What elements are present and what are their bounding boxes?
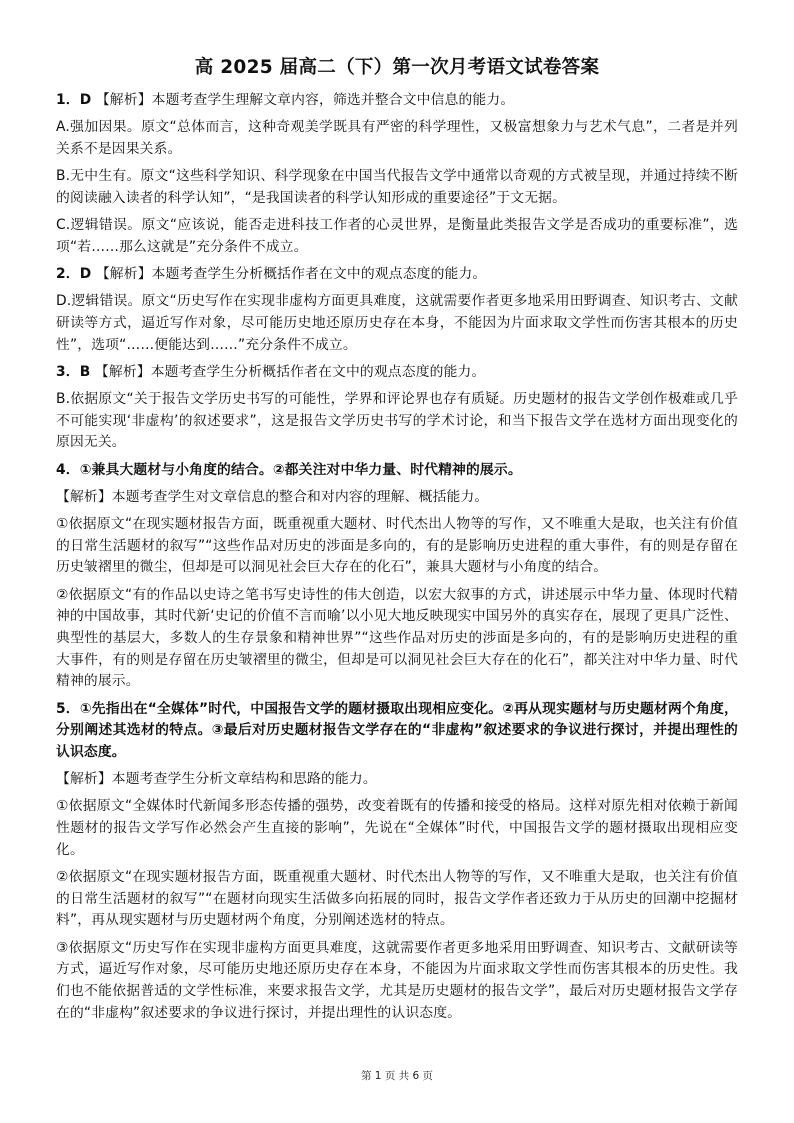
answer-1-header	[56, 90, 738, 112]
answer-5-analysis: 【解析】本题考查学生分析文章结构和思路的能力。	[56, 771, 377, 788]
answer-sheet-page	[56, 56, 738, 1030]
paragraph-text: 【解析】本题考查学生分析概括作者在文中的观点态度的能力。	[95, 265, 487, 282]
question-number: 3．B	[56, 363, 91, 380]
answer-3-option-b: B.依据原文“关于报告文学历史书写的可能性，学界和评论界也存有质疑。历史题材的报告文学创作极难或几乎不可能实现‘非虚构’的叙述要求”，这是报告文学历史书写的学术讨论，和当下报告文学在选材方面出现变化的原因无关。	[56, 390, 738, 451]
answer-2-option-d: D.逻辑错误。原文“历史写作在实现非虚构方面更具难度，这就需要作者更多地采用田野调查、知识考古、文献研读等方式，逼近写作对象，尽可能历史地还原历史存在本身，不能因为片面求取文学性而伤害其根本的历史性”，选项“……便能达到……”充分条件不成立。	[56, 293, 738, 353]
answer-3-header	[56, 362, 738, 384]
paragraph-text: ①兼具大题材与小角度的结合。②都关注对中华力量、时代精神的展示。	[79, 461, 522, 478]
answer-5-point-1: ①依据原文“全媒体时代新闻多形态传播的强势，改变着既有的传播和接受的格局。这样对原先相对依赖于新闻性题材的报告文学写作必然会产生直接的影响”，先说在“全媒体”时代，中国报告文学的题材摄取出现相应变化。	[56, 798, 738, 858]
question-number: 2．D	[56, 265, 92, 282]
answer-4-point-2: ②依据原文“有的作品以史诗之笔书写史诗性的伟大创造，以宏大叙事的方式，讲述展示中华力量、体现时代精神的中国故事，其时代新‘史记的价值不言而喻’以小见大地反映现实中国另外的真实存在，展现了更具广泛性、典型性的基层大，多数人的生存景象和精神世界”“这些作品对历史的涉面是多向的，有的是影响历史进程的重大事件，有的则是存留在历史皱褶里的微尘，但却是可以洞见社会巨大存在的化石”，都关注对中华力量、时代精神的展示。	[56, 586, 738, 690]
question-number: 4．	[56, 461, 80, 478]
paragraph-text: 【解析】本题考查学生分析概括作者在文中的观点态度的能力。	[94, 363, 486, 380]
answer-5-point-3: ③依据原文“历史写作在实现非虚构方面更具难度，这就需要作者更多地采用田野调查、知识考古、文献研读等方式，逼近写作对象，尽可能历史地还原历史存在本身，不能因为片面求取文学性而伤害其根本的历史性。我们也不能依据普适的文学性标准，来要求报告文学，尤其是历史题材的报告文学”，最后对历史题材报告文学存在的“非虚构”叙述要求的争议进行探讨，并提出理性的认识态度。	[56, 939, 738, 1021]
question-number: 1．D	[56, 92, 92, 108]
answer-5-header	[56, 699, 738, 764]
answer-5-point-2: ②依据原文“在现实题材报告方面，既重视重大题材、时代杰出人物等的写作，又不唯重大是取，也关注有价值的日常生活题材的叙写”“在题材向现实生活做多向拓展的同时，报告文学作者还致力于从历史的回潮中挖掘材料”，再从现实题材与历史题材两个角度，分别阐述选材的特点。	[56, 869, 738, 929]
page-title: 高 2025 届高二（下）第一次月考语文试卷答案	[194, 57, 600, 78]
answer-1-option-a: A.强加因果。原文“总体而言，这种奇观美学既具有严密的科学理性，又极富想象力与艺术气息”，二者是并列关系不是因果关系。	[56, 119, 738, 157]
page-footer: 第 1 页 共 6 页	[360, 1070, 434, 1082]
paragraph-text: ①先指出在“全媒体”时代，中国报告文学的题材摄取出现相应变化。②再从现实题材与历史题材两个角度，分别阐述其选材的特点。③最后对历史题材报告文学存在的“非虚构”叙述要求的争议进行探讨，并提出理性的认识态度。	[56, 700, 738, 760]
answer-4-analysis: 【解析】本题考查学生对文章信息的整合和对内容的理解、概括能力。	[56, 488, 489, 505]
answer-1-option-c: C.逻辑错误。原文“应该说，能否走进科技工作者的心灵世界，是衡量此类报告文学是否成功的重要标准”，选项“若……那么这就是”充分条件不成立。	[56, 217, 738, 255]
answer-2-header	[56, 264, 738, 286]
answer-4-point-1: ①依据原文“在现实题材报告方面，既重视重大题材、时代杰出人物等的写作，又不唯重大是取，也关注有价值的日常生活题材的叙写”“这些作品对历史的涉面是多向的，有的是影响历史进程的重大事件，有的则是存留在历史皱褶里的微尘，但却是可以洞见社会巨大存在的化石”，兼具大题材与小角度的结合。	[56, 515, 738, 576]
answer-4-header	[56, 460, 738, 482]
paragraph-text: 【解析】本题考查学生理解文章内容，筛选并整合文中信息的能力。	[95, 92, 515, 108]
answer-1-option-b: B.无中生有。原文“这些科学知识、科学现象在中国当代报告文学中通常以奇观的方式被呈现，并通过持续不断的阅读融入读者的科学认知”，“是我国读者的科学认知形成的重要途径”于文无据。	[56, 168, 738, 206]
question-number: 5．	[56, 700, 80, 717]
